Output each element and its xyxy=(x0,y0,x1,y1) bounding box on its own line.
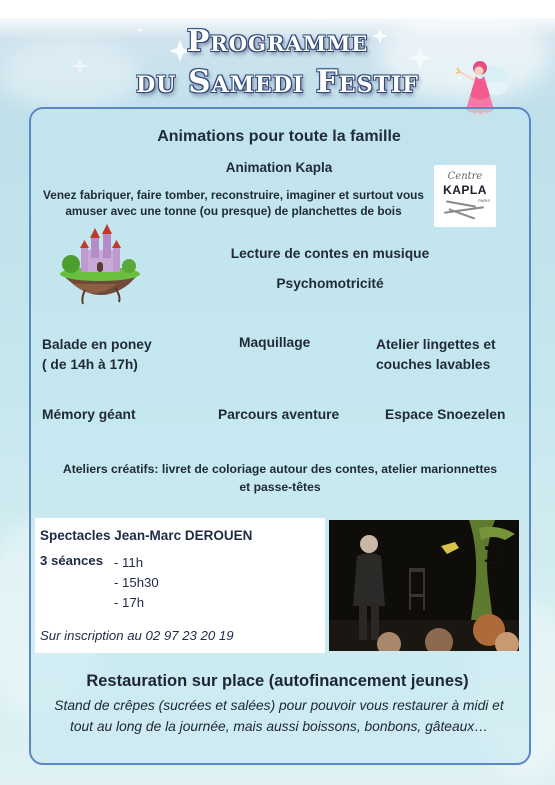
seances-times xyxy=(114,553,159,613)
restauration-line-1: Stand de crêpes (sucrées et salées) pour pouvoir vous restaurer à midi et xyxy=(54,698,504,713)
kapla-logo xyxy=(434,165,496,227)
seance-time: - 15h30 xyxy=(114,575,159,590)
atelier-lingettes-activity xyxy=(376,335,496,375)
kapla-text-line-2: amuser avec une tonne (ou presque) de planchettes de bois xyxy=(65,204,402,218)
creatifs-line-1: Ateliers créatifs: livret de coloriage autour des contes, atelier marionnettes xyxy=(62,462,498,476)
title-line-2: du Samedi Festif xyxy=(136,64,419,100)
stage-photo xyxy=(329,520,519,651)
balade-hours: ( de 14h à 17h) xyxy=(42,357,138,372)
kapla-description xyxy=(36,187,431,219)
maquillage-activity: Maquillage xyxy=(239,335,311,350)
inscription-text: Sur inscription au 02 97 23 20 19 xyxy=(40,628,234,643)
memory-activity: Mémory géant xyxy=(42,407,136,422)
kapla-text-line-1: Venez fabriquer, faire tomber, reconstruire, imaginer et surtout vous xyxy=(43,188,424,202)
atelier-line-2: couches lavables xyxy=(376,357,491,372)
restauration-line-2: tout au long de la journée, mais aussi boissons, bonbons, gâteaux… xyxy=(69,719,488,734)
creatifs-line-2: et passe-têtes xyxy=(239,480,321,494)
parcours-activity: Parcours aventure xyxy=(218,407,340,422)
kapla-logo-city: PARIS xyxy=(478,198,490,203)
balade-label: Balade en poney xyxy=(42,337,152,352)
restauration-title: Restauration sur place (autofinancement jeunes) xyxy=(86,672,469,690)
seance-time: - 11h xyxy=(114,555,144,570)
spectacles-title: Spectacles Jean-Marc DEROUEN xyxy=(40,528,253,543)
balade-activity xyxy=(42,335,152,375)
kapla-title: Animation Kapla xyxy=(225,160,333,175)
restauration-description xyxy=(40,695,518,737)
snoezelen-activity: Espace Snoezelen xyxy=(385,407,506,422)
storyteller-photo xyxy=(329,520,519,651)
lecture-label: Lecture de contes en musique xyxy=(230,246,430,261)
atelier-line-1: Atelier lingettes et xyxy=(376,337,496,352)
psycho-label: Psychomotricité xyxy=(276,276,384,291)
kapla-logo-script: Centre xyxy=(447,171,483,182)
title-line-1: Programme xyxy=(186,24,369,59)
kapla-logo-brand: KAPLA xyxy=(443,183,487,197)
castle-illustration xyxy=(55,224,143,306)
ateliers-creatifs xyxy=(36,460,524,496)
seances-label: 3 séances xyxy=(40,553,104,568)
seance-time: - 17h xyxy=(114,595,145,610)
family-heading: Animations pour toute la famille xyxy=(157,128,401,145)
